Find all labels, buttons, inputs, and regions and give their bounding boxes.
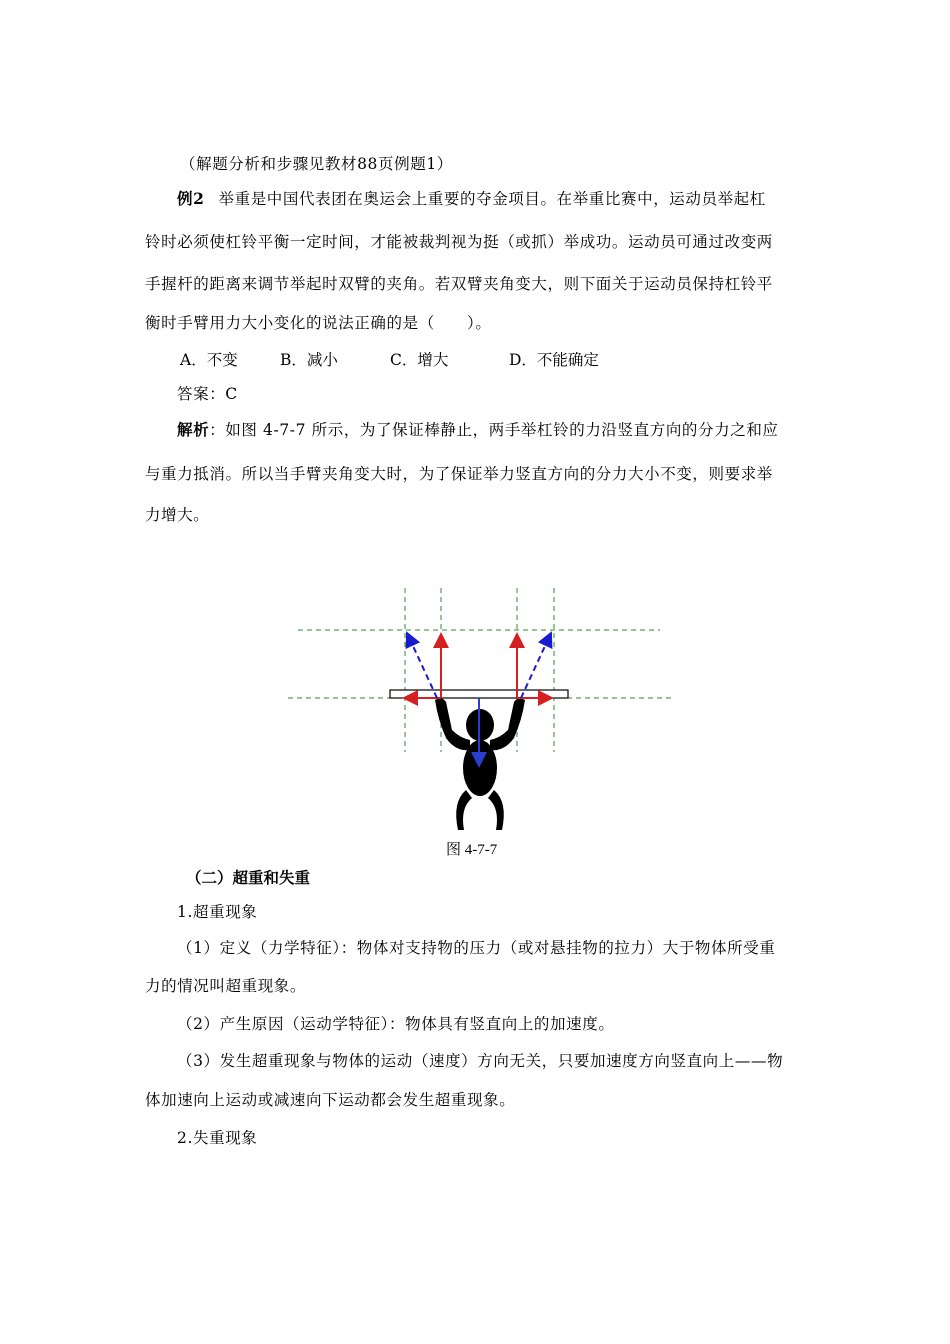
cause-line: （2）产生原因（运动学特征）：物体具有竖直向上的加速度。	[177, 1015, 615, 1033]
analysis-label: 解析	[177, 420, 210, 439]
example-2-text-1: 举重是中国代表团在奥运会上重要的夺金项目。在举重比赛中，运动员举起杠	[218, 190, 766, 208]
right-leg	[488, 790, 504, 830]
answer-line: 答案：C	[177, 385, 238, 403]
option-a: A．不变	[180, 351, 238, 369]
definition-line-1: （1）定义（力学特征）：物体对支持物的压力（或对悬挂物的拉力）大于物体所受重	[177, 939, 776, 957]
weightlessness-title: 2.失重现象	[177, 1129, 258, 1147]
definition-line-2: 力的情况叫超重现象。	[145, 977, 307, 995]
red-force-arrows	[404, 634, 552, 698]
example-2-line-2: 铃时必须使杠铃平衡一定时间，才能被裁判视为挺（或抓）举成功。运动员可通过改变两	[145, 233, 773, 251]
section-2-title: （二）超重和失重	[186, 869, 311, 887]
figure-caption: 图 4-7-7	[446, 842, 498, 858]
overweight-title: 1.超重现象	[177, 903, 258, 921]
right-arm-force	[521, 633, 551, 698]
barbell	[390, 690, 568, 698]
textbook-reference: （解题分析和步骤见教材88页例题1）	[180, 155, 453, 173]
analysis-line-2: 与重力抵消。所以当手臂夹角变大时，为了保证举力竖直方向的分力大小不变，则要求举	[145, 465, 773, 483]
example-2-line-4: 衡时手臂用力大小变化的说法正确的是（ ）。	[145, 314, 492, 332]
option-d: D．不能确定	[509, 351, 599, 369]
right-arm	[490, 698, 525, 750]
analysis-line-3: 力增大。	[145, 506, 210, 524]
dashed-resultant-arrows	[407, 633, 551, 698]
analysis-line-1	[177, 420, 837, 440]
example-2-line-1	[177, 189, 837, 209]
left-arm-force	[407, 633, 437, 698]
example-2-line-3: 手握杆的距离来调节举起时双臂的夹角。若双臂夹角变大，则下面关于运动员保持杠铃平	[145, 275, 773, 293]
option-b: B．减小	[280, 351, 338, 369]
left-leg	[456, 790, 472, 830]
option-c: C．增大	[390, 351, 449, 369]
analysis-text-1: ：如图 4-7-7 所示，为了保证棒静止，两手举杠铃的力沿竖直方向的分力之和应	[209, 421, 779, 439]
weightlifter-force-diagram	[280, 580, 680, 835]
example-2-label: 例2	[177, 189, 205, 208]
note-line-2: 体加速向上运动或减速向下运动都会发生超重现象。	[145, 1091, 516, 1109]
left-arm	[435, 698, 470, 750]
note-line-1: （3）发生超重现象与物体的运动（速度）方向无关，只要加速度方向竖直向上——物	[177, 1052, 784, 1070]
